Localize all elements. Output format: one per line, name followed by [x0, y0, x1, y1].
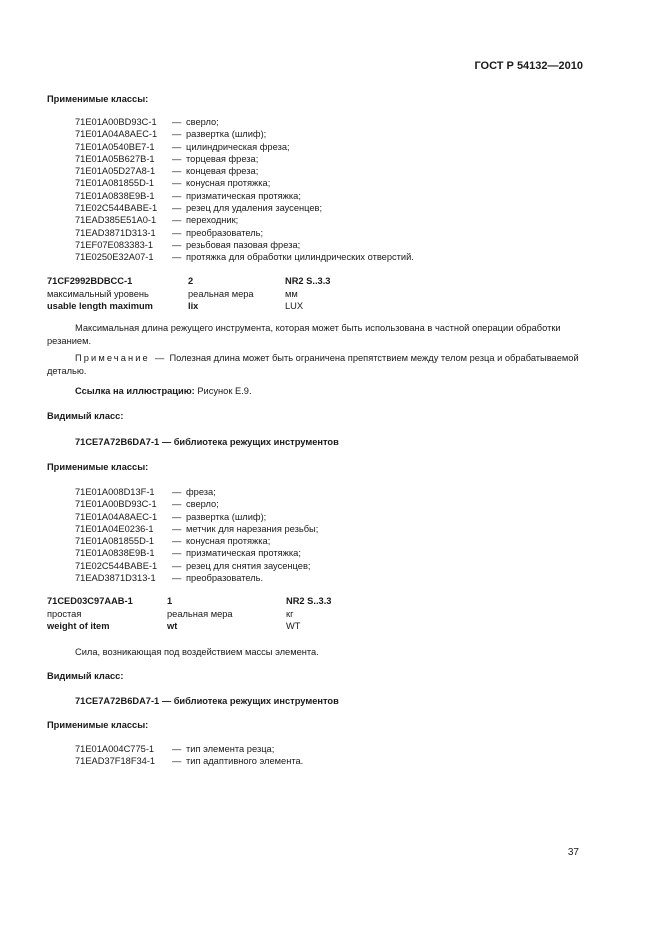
list-item: 71E01A04A8AEC-1 — развертка (шлиф);: [75, 129, 267, 140]
list-item: 71E01A004C775-1 — тип элемента резца;: [75, 744, 275, 754]
list-item: 71E0250E32A07-1 — протяжка для обработки цилиндрических отверстий.: [75, 252, 414, 263]
list-item: 71EAD3871D313-1 — преобразователь;: [75, 227, 264, 238]
list-item: 71E01A081855D-1 — конусная протяжка;: [75, 536, 271, 547]
list-item: 71E02C544BABE-1 — резец для удаления заусенцев;: [75, 203, 323, 214]
figure-reference: Ссылка на иллюстрацию: Рисунок Е.9.: [75, 386, 252, 396]
list-item: 71E01A05B627B-1 — торцевая фреза;: [75, 153, 259, 164]
applicable-classes-list: [75, 744, 303, 769]
document-id: ГОСТ Р 54132—2010: [474, 60, 583, 72]
property-row: 71CF2992BDBCC-1 2 NR2 S..3.3: [47, 276, 331, 286]
visible-class-value: 71CE7A72B6DA7-1 — библиотека режущих инструментов: [75, 696, 339, 706]
list-item: 71EAD3871D313-1 — преобразователь.: [75, 573, 264, 584]
list-item: 71EF07E083383-1 — резьбовая пазовая фреза;: [75, 239, 301, 250]
list-item: 71E01A0838E9B-1 — призматическая протяжка;: [75, 548, 301, 559]
list-item: 71E01A0540BE7-1 — цилиндрическая фреза;: [75, 141, 290, 152]
property-description: Сила, возникающая под воздействием массы элемента.: [75, 647, 319, 657]
property-description: Максимальная длина режущего инструмента, которая может быть использована в частной операции обработки резанием.: [47, 323, 561, 347]
applicable-classes-list: [75, 117, 414, 265]
property-row: 71CED03C97AAB-1 1 NR2 S..3.3: [47, 596, 332, 606]
applicable-classes-heading: Применимые классы:: [47, 720, 149, 730]
property-row: простая реальная мера кг: [47, 608, 294, 619]
property-row: максимальный уровень реальная мера мм: [47, 288, 298, 299]
list-item: 71EAD385E51A0-1 — переходник;: [75, 215, 239, 226]
list-item: 71E01A0838E9B-1 — призматическая протяжка;: [75, 190, 301, 201]
visible-class-heading: Видимый класс:: [47, 411, 124, 421]
list-item: 71E02C544BABE-1 — резец для снятия заусенцев;: [75, 560, 311, 571]
list-item: 71E01A00BD93C-1 — сверло;: [75, 117, 219, 127]
list-item: 71EAD37F18F34-1 — тип адаптивного элемента.: [75, 756, 304, 767]
page-number: 37: [567, 847, 579, 858]
note-paragraph: Примечание — Полезная длина может быть ограничена препятствием между телом резца и обрабатываемой деталью.: [47, 353, 579, 377]
applicable-classes-heading: Применимые классы:: [47, 462, 149, 472]
property-row: usable length maximum lix LUX: [47, 301, 304, 311]
property-row: weight of item wt WT: [47, 621, 301, 631]
property-header-table: [47, 276, 330, 314]
list-item: 71E01A05D27A8-1 — концевая фреза;: [75, 166, 259, 177]
list-item: 71E01A008D13F-1 — фреза;: [75, 487, 216, 497]
list-item: 71E01A081855D-1 — конусная протяжка;: [75, 178, 271, 189]
applicable-classes-heading: Применимые классы:: [47, 94, 149, 104]
list-item: 71E01A04E0236-1 — метчик для нарезания резьбы;: [75, 523, 319, 534]
visible-class-value: 71CE7A72B6DA7-1 — библиотека режущих инструментов: [75, 437, 339, 447]
visible-class-heading: Видимый класс:: [47, 671, 124, 681]
note-label: Примечание: [75, 353, 150, 363]
list-item: 71E01A04A8AEC-1 — развертка (шлиф);: [75, 511, 267, 522]
property-header-table: [47, 596, 331, 634]
list-item: 71E01A00BD93C-1 — сверло;: [75, 499, 219, 510]
applicable-classes-list: [75, 487, 318, 585]
